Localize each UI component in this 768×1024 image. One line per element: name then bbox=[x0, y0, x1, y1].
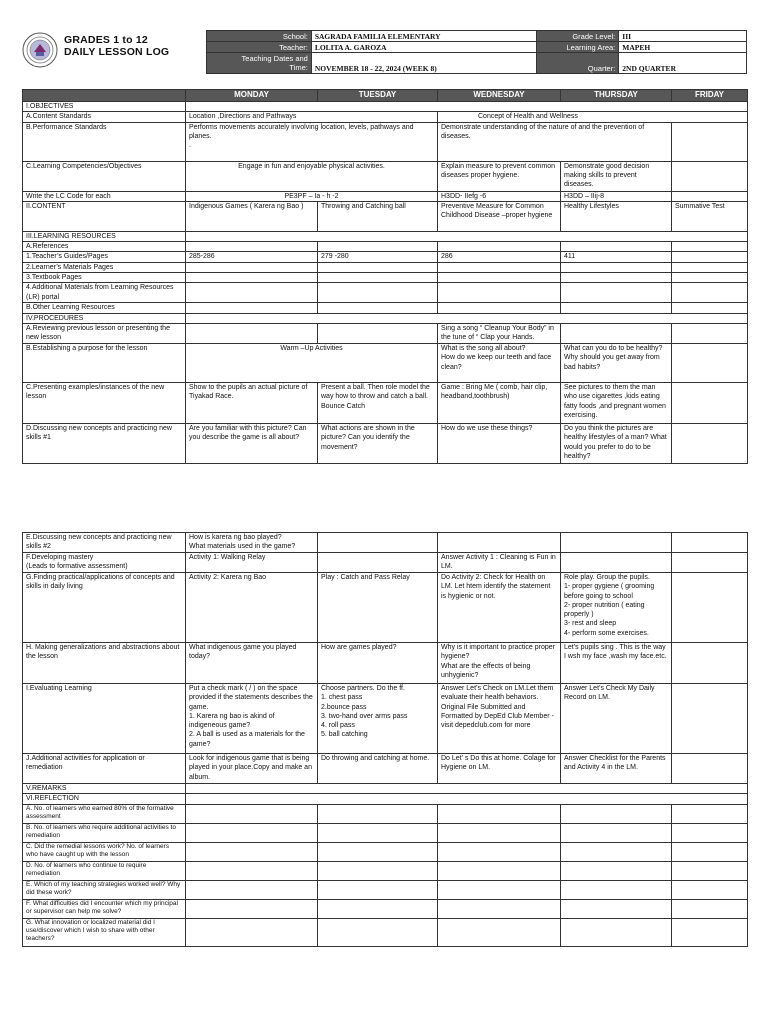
area-label: Learning Area: bbox=[537, 42, 619, 53]
dates-value: NOVEMBER 18 - 22, 2024 (WEEK 8) bbox=[311, 53, 537, 74]
table-cell: Answer Let’s Check My Daily Record on LM. bbox=[561, 684, 672, 754]
row-label: E. Which of my teaching strategies worked well? Why did these work? bbox=[23, 880, 186, 899]
table-cell bbox=[672, 252, 748, 262]
table-cell bbox=[318, 303, 438, 313]
table-cell bbox=[186, 804, 318, 823]
table-cell: 285-286 bbox=[186, 252, 318, 262]
row-label: C.Learning Competencies/Objectives bbox=[23, 161, 186, 191]
table-cell bbox=[672, 191, 748, 201]
day-header: WEDNESDAY bbox=[438, 90, 561, 102]
table-cell: Answer Checklist for the Parents and Activity 4 in the LM. bbox=[561, 754, 672, 784]
table-cell bbox=[318, 842, 438, 861]
table-cell bbox=[186, 231, 748, 241]
table-cell bbox=[186, 918, 318, 946]
table-cell bbox=[438, 303, 561, 313]
table-cell bbox=[672, 273, 748, 283]
table-cell bbox=[318, 283, 438, 303]
table-cell bbox=[186, 842, 318, 861]
table-cell: Answer Activity 1 : Cleaning is Fun in LM. bbox=[438, 553, 561, 573]
table-cell bbox=[438, 880, 561, 899]
table-cell bbox=[672, 553, 748, 573]
row-label: C.Presenting examples/instances of the new lesson bbox=[23, 382, 186, 423]
table-cell: PE3PF – Ia - h -2 bbox=[186, 191, 438, 201]
table-cell bbox=[438, 918, 561, 946]
row-label: D.Discussing new concepts and practicing new skills #1 bbox=[23, 423, 186, 463]
table-cell bbox=[318, 899, 438, 918]
table-cell bbox=[438, 273, 561, 283]
row-label: 4.Additional Materials from Learning Resources (LR) portal bbox=[23, 283, 186, 303]
row-label: F.Developing mastery (Leads to formative assessment) bbox=[23, 553, 186, 573]
table-cell bbox=[672, 643, 748, 684]
quarter-label: Quarter: bbox=[537, 53, 619, 74]
table-cell bbox=[318, 880, 438, 899]
table-cell bbox=[672, 161, 748, 191]
table-cell bbox=[672, 122, 748, 161]
table-cell: H3DD- IIefg -6 bbox=[438, 191, 561, 201]
quarter-value: 2ND QUARTER bbox=[619, 53, 747, 74]
table-cell bbox=[672, 323, 748, 343]
row-label: 3.Textbook Pages bbox=[23, 273, 186, 283]
table-cell bbox=[318, 323, 438, 343]
table-cell bbox=[318, 861, 438, 880]
table-cell bbox=[438, 262, 561, 272]
table-cell bbox=[186, 323, 318, 343]
table-cell: Choose partners. Do the ff. 1. chest pass 2.bounce pass 3. two-hand over arms pass 4. roll pass 5. ball catching bbox=[318, 684, 438, 754]
table-cell: Summative Test bbox=[672, 201, 748, 231]
table-cell bbox=[318, 533, 438, 553]
table-cell bbox=[561, 323, 672, 343]
row-label: G. What innovation or localized material did I use/discover which I wish to share with other teachers? bbox=[23, 918, 186, 946]
table-cell: Do Activity 2: Check for Health on LM. Let htem identify the statement is hygienic or not. bbox=[438, 573, 561, 643]
table-cell: Look for indigenous game that is being played in your place.Copy and make an album. bbox=[186, 754, 318, 784]
row-label: E.Discussing new concepts and practicing new skills #2 bbox=[23, 533, 186, 553]
table-cell bbox=[561, 533, 672, 553]
table-cell: Do you think the pictures are healthy lifestyles of a man? What would you prefer to do to be healthy? bbox=[561, 423, 672, 463]
row-label: I.OBJECTIVES bbox=[23, 102, 186, 112]
table-cell bbox=[672, 684, 748, 754]
teacher-label: Teacher: bbox=[207, 42, 312, 53]
table-cell: Warm –Up Activities bbox=[186, 343, 438, 382]
table-cell bbox=[561, 823, 672, 842]
dates-label: Teaching Dates and Time: bbox=[207, 53, 312, 74]
table-cell: Put a check mark ( / ) on the space provided if the statements describes the game. 1. Karera ng bao is akind of indigeneous game? 2. A ball is used as a materials for the game? bbox=[186, 684, 318, 754]
grade-value: III bbox=[619, 31, 747, 42]
row-label: I.Evaluating Learning bbox=[23, 684, 186, 754]
row-label: IV.PROCEDURES bbox=[23, 313, 186, 323]
row-label: A.Content Standards bbox=[23, 112, 186, 122]
table-cell bbox=[672, 804, 748, 823]
table-cell: How are games played? bbox=[318, 643, 438, 684]
deped-seal-icon bbox=[22, 32, 58, 68]
table-cell bbox=[438, 533, 561, 553]
row-label: C. Did the remedial lessons work? No. of learners who have caught up with the lesson bbox=[23, 842, 186, 861]
table-cell bbox=[186, 303, 318, 313]
row-label: A. No. of learners who earned 80% of the formative assessment bbox=[23, 804, 186, 823]
row-label: B.Establishing a purpose for the lesson bbox=[23, 343, 186, 382]
table-cell bbox=[318, 553, 438, 573]
table-cell bbox=[438, 242, 561, 252]
row-label: D. No. of learners who continue to require remediation bbox=[23, 861, 186, 880]
school-info-table bbox=[206, 30, 747, 74]
row-label: B. No. of learners who require additional activities to remediation bbox=[23, 823, 186, 842]
table-cell: 411 bbox=[561, 252, 672, 262]
row-label: 2.Learner’s Materials Pages bbox=[23, 262, 186, 272]
table-cell bbox=[438, 283, 561, 303]
table-cell bbox=[561, 283, 672, 303]
table-cell: How do we use these things? bbox=[438, 423, 561, 463]
table-cell bbox=[561, 899, 672, 918]
day-header: TUESDAY bbox=[318, 90, 438, 102]
table-cell: Explain measure to prevent common diseases proper hygiene. bbox=[438, 161, 561, 191]
table-cell: Do Let’ s Do this at home. Colage for Hygiene on LM. bbox=[438, 754, 561, 784]
table-cell bbox=[672, 823, 748, 842]
row-label: II.CONTENT bbox=[23, 201, 186, 231]
row-label: B.Performance Standards bbox=[23, 122, 186, 161]
table-cell bbox=[561, 262, 672, 272]
table-cell bbox=[672, 533, 748, 553]
table-cell: Show to the pupils an actual picture of Tiyakad Race. bbox=[186, 382, 318, 423]
row-label: F. What difficulties did I encounter which my principal or supervisor can help me solve? bbox=[23, 899, 186, 918]
header bbox=[22, 30, 747, 72]
table-cell: Role play. Group the pupils. 1- proper gygiene ( grooming before going to school 2- proper nutrition ( eating properly ) 3- rest and sleep 4- perform some exercises. bbox=[561, 573, 672, 643]
table-cell: Are you familiar with this picture? Can you describe the game is all about? bbox=[186, 423, 318, 463]
table-cell: See pictures to them the man who use cigarettes ,kids eating fatty foods ,and pregnant women exercising. bbox=[561, 382, 672, 423]
row-label: A.References bbox=[23, 242, 186, 252]
page-title: GRADES 1 to 12 DAILY LESSON LOG bbox=[64, 34, 170, 58]
area-value: MAPEH bbox=[619, 42, 747, 53]
table-cell bbox=[186, 102, 748, 112]
row-label: Write the LC Code for each bbox=[23, 191, 186, 201]
table-cell bbox=[672, 754, 748, 784]
table-cell bbox=[318, 823, 438, 842]
table-cell bbox=[438, 842, 561, 861]
table-cell: Sing a song “ Cleanup Your Body” in the tune of “ Clap your Hands. bbox=[438, 323, 561, 343]
table-cell: Location ,Directions and Pathways bbox=[186, 112, 438, 122]
table-cell bbox=[561, 861, 672, 880]
row-label: V.REMARKS bbox=[23, 784, 186, 794]
day-header: MONDAY bbox=[186, 90, 318, 102]
table-cell bbox=[186, 823, 318, 842]
table-cell: Demonstrate understanding of the nature of and the prevention of diseases. bbox=[438, 122, 672, 161]
table-cell: What can you do to be healthy? Why should you get away from bad habits? bbox=[561, 343, 672, 382]
table-cell bbox=[561, 553, 672, 573]
table-cell bbox=[438, 823, 561, 842]
row-label: VI.REFLECTION bbox=[23, 794, 186, 804]
table-cell bbox=[672, 262, 748, 272]
table-cell bbox=[438, 804, 561, 823]
grade-label: Grade Level: bbox=[537, 31, 619, 42]
table-cell: Healthy Lifestyles bbox=[561, 201, 672, 231]
row-label: B.Other Learning Resources bbox=[23, 303, 186, 313]
table-cell bbox=[186, 880, 318, 899]
table-cell: Play : Catch and Pass Relay bbox=[318, 573, 438, 643]
table-cell bbox=[186, 861, 318, 880]
table-cell: Why is it important to practice proper hygiene? What are the effects of being unhygienic? bbox=[438, 643, 561, 684]
table-cell: Activity 1: Walking Relay bbox=[186, 553, 318, 573]
table-cell bbox=[186, 899, 318, 918]
row-label: H. Making generalizations and abstractions about the lesson bbox=[23, 643, 186, 684]
table-cell bbox=[561, 273, 672, 283]
table-cell bbox=[672, 242, 748, 252]
table-cell bbox=[561, 880, 672, 899]
row-label: 1.Teacher’s Guides/Pages bbox=[23, 252, 186, 262]
table-cell bbox=[561, 842, 672, 861]
table-cell: Present a ball. Then role model the way how to throw and catch a ball. Bounce Catch bbox=[318, 382, 438, 423]
table-cell: What actions are shown in the picture? Can you identify the movement? bbox=[318, 423, 438, 463]
table-cell bbox=[561, 242, 672, 252]
day-header: FRIDAY bbox=[672, 90, 748, 102]
table-cell bbox=[561, 804, 672, 823]
table-cell bbox=[318, 273, 438, 283]
table-cell bbox=[672, 303, 748, 313]
school-value: SAGRADA FAMILIA ELEMENTARY bbox=[311, 31, 537, 42]
table-cell: Game : Bring Me ( comb, hair clip, headband,toothbrush) bbox=[438, 382, 561, 423]
table-cell bbox=[438, 861, 561, 880]
table-cell: What is the song all about? How do we keep our teeth and face clean? bbox=[438, 343, 561, 382]
row-label: G.Finding practical/applications of concepts and skills in daily living bbox=[23, 573, 186, 643]
table-cell: 286 bbox=[438, 252, 561, 262]
table-cell bbox=[318, 918, 438, 946]
table-cell bbox=[672, 918, 748, 946]
table-cell: Concept of Health and Wellness bbox=[438, 112, 748, 122]
table-cell: Demonstrate good decision making skills to prevent diseases. bbox=[561, 161, 672, 191]
table-cell: Activity 2: Karera ng Bao bbox=[186, 573, 318, 643]
table-cell bbox=[186, 283, 318, 303]
table-cell bbox=[186, 273, 318, 283]
lesson-log-table-1 bbox=[22, 89, 748, 464]
table-cell: H3DD – IIij-8 bbox=[561, 191, 672, 201]
table-cell: Answer Let’s Check on LM.Let them evaluate their health behaviors. Original File Submitted and Formatted by DepEd Club Member - visit depedclub.com for more bbox=[438, 684, 561, 754]
table-cell bbox=[672, 573, 748, 643]
day-header-row bbox=[23, 90, 748, 102]
table-cell: Performs movements accurately involving location, levels, pathways and planes. . bbox=[186, 122, 438, 161]
table-cell bbox=[672, 423, 748, 463]
table-cell bbox=[186, 784, 748, 794]
lesson-log-table-2 bbox=[22, 532, 748, 947]
row-label: J.Additional activities for application or remediation bbox=[23, 754, 186, 784]
table-cell: Do throwing and catching at home. bbox=[318, 754, 438, 784]
teacher-value: LOLITA A. GAROZA bbox=[311, 42, 537, 53]
blank-header bbox=[23, 90, 186, 102]
table-cell bbox=[672, 283, 748, 303]
table-cell bbox=[186, 313, 748, 323]
table-cell bbox=[186, 242, 318, 252]
table-cell bbox=[186, 794, 748, 804]
table-cell bbox=[672, 382, 748, 423]
school-label: School: bbox=[207, 31, 312, 42]
table-cell: 279 -280 bbox=[318, 252, 438, 262]
row-label: III.LEARNING RESOURCES bbox=[23, 231, 186, 241]
table-cell: Engage in fun and enjoyable physical activities. bbox=[186, 161, 438, 191]
table-cell: Preventive Measure for Common Childhood Disease –proper hygiene bbox=[438, 201, 561, 231]
row-label: A.Reviewing previous lesson or presenting the new lesson bbox=[23, 323, 186, 343]
table-cell: How is karera ng bao played? What materials used in the game? bbox=[186, 533, 318, 553]
table-cell: What indigenous game you played today? bbox=[186, 643, 318, 684]
table-cell bbox=[672, 842, 748, 861]
table-cell bbox=[438, 899, 561, 918]
day-header: THURSDAY bbox=[561, 90, 672, 102]
table-cell: Let’s pupils sing . This is the way I wsh my face ,wash my face.etc. bbox=[561, 643, 672, 684]
table-cell bbox=[186, 262, 318, 272]
table-cell bbox=[318, 262, 438, 272]
table-cell bbox=[672, 880, 748, 899]
table-cell bbox=[318, 242, 438, 252]
table-cell bbox=[672, 343, 748, 382]
table-cell bbox=[672, 899, 748, 918]
table-cell bbox=[561, 303, 672, 313]
table-cell bbox=[672, 861, 748, 880]
table-cell: Indigenous Games ( Karera ng Bao ) bbox=[186, 201, 318, 231]
table-cell bbox=[561, 918, 672, 946]
table-cell bbox=[318, 804, 438, 823]
table-cell: Throwing and Catching ball bbox=[318, 201, 438, 231]
